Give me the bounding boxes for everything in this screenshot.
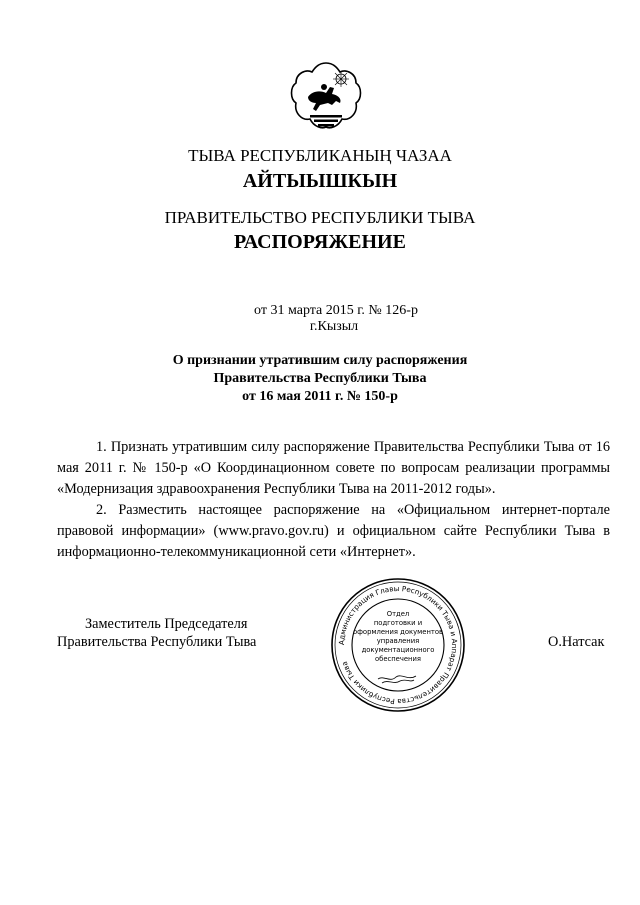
stamp-inner-line3: оформления документов bbox=[352, 628, 444, 636]
document-body bbox=[57, 437, 610, 563]
stamp-ring-text: Администрация Главы Республики Тыва и Аппарат Правительства Республики Тыва bbox=[336, 583, 460, 707]
tuvan-government-title: ТЫВА РЕСПУБЛИКАНЫҢ ЧАЗАА bbox=[188, 146, 452, 165]
tuvan-document-type: АЙТЫЫШКЫН bbox=[242, 170, 398, 192]
signatory-position-line1: Заместитель Председателя bbox=[85, 616, 248, 632]
russian-document-type: РАСПОРЯЖЕНИЕ bbox=[234, 231, 406, 253]
body-paragraph-2: 2. Разместить настоящее распоряжение на «Официальном интернет-портале правовой информации» (www.pravo.gov.ru) и официальном сайте Республики Тыва в информационно-телекоммуникационной сети «Интернет». bbox=[57, 502, 610, 560]
signatory-name: О.Натсак bbox=[548, 634, 605, 650]
stamp-inner-line6: обеспечения bbox=[374, 655, 422, 663]
document-title-line2: Правительства Республики Тыва bbox=[213, 371, 427, 386]
russian-government-title: ПРАВИТЕЛЬСТВО РЕСПУБЛИКИ ТЫВА bbox=[164, 208, 476, 227]
document-title-line1: О признании утратившим силу распоряжения bbox=[172, 353, 468, 368]
body-paragraph-1: 1. Признать утратившим силу распоряжение Правительства Республики Тыва от 16 мая 2011 г. № 150-р «О Координационном совете по вопросам реализации программы «Модернизация здравоохранения Республики Тыва на 2011-2012 годы». bbox=[57, 439, 610, 497]
stamp-inner-line1: Отдел bbox=[386, 610, 410, 618]
stamp-scribble bbox=[378, 676, 416, 683]
official-stamp bbox=[328, 575, 468, 715]
document-city: г.Кызыл bbox=[309, 319, 359, 334]
tuva-emblem-icon bbox=[286, 57, 366, 137]
stamp-inner-line4: управления bbox=[376, 637, 420, 645]
document-title bbox=[0, 352, 640, 406]
signatory-position-line2: Правительства Республики Тыва bbox=[57, 634, 257, 650]
document-title-line3: от 16 мая 2011 г. № 150-р bbox=[242, 389, 398, 404]
document-date-number: от 31 марта 2015 г. № 126-р bbox=[254, 303, 418, 318]
stamp-inner-line2: подготовки и bbox=[373, 619, 423, 627]
stamp-inner-line5: документационного bbox=[361, 646, 435, 654]
